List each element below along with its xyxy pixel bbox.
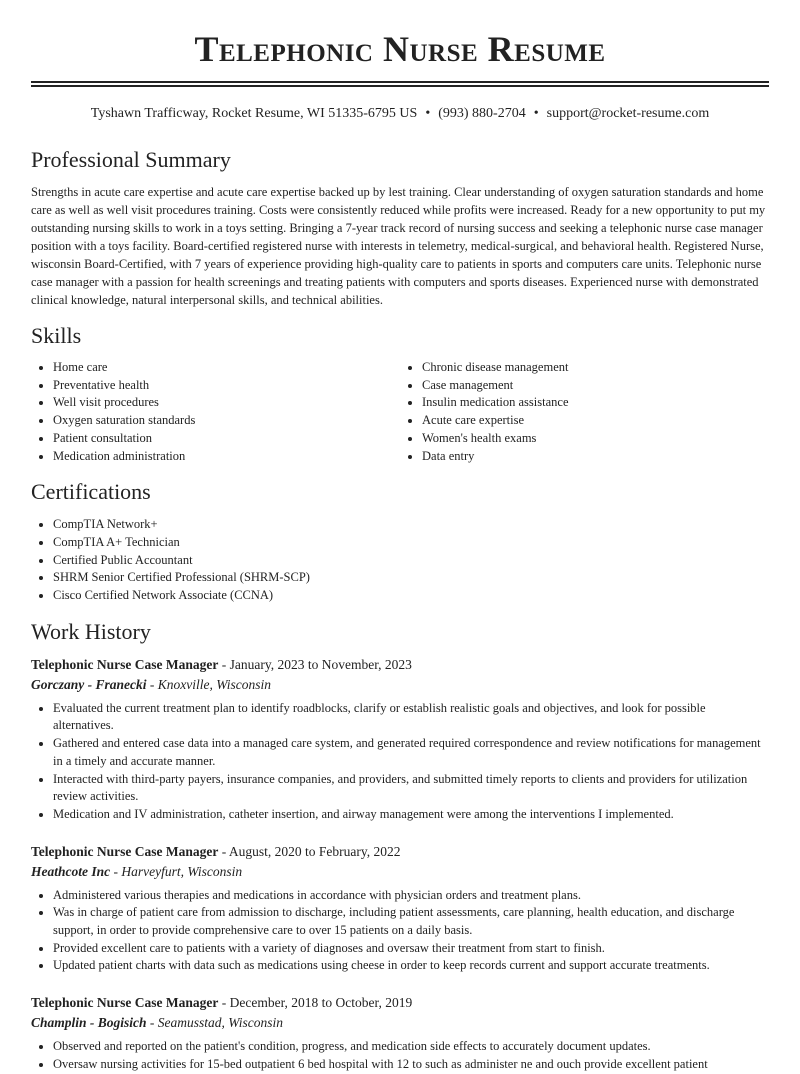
job-title-line — [31, 655, 769, 675]
skills-list-right — [400, 359, 769, 465]
skill-item: • Patient consultation — [53, 430, 400, 448]
job-title: Telephonic Nurse Case Manager — [31, 995, 219, 1011]
skill-item: • Home care — [53, 359, 400, 377]
skill-item: • Case management — [422, 377, 769, 395]
job-company: Heathcote Inc — [31, 863, 111, 879]
contact-separator: • — [425, 106, 431, 121]
job-dates: - August, 2020 to February, 2022 — [218, 843, 401, 859]
title-divider — [31, 81, 769, 87]
job-bullet: • Oversaw nursing activities for 15-bed outpatient 6 bed hospital with 12 to such as administer ne and ouch provide excellent patient — [53, 1056, 769, 1074]
job-bullet: • Updated patient charts with data such as medications using cheese in order to keep records current and support accurate treatments. — [53, 957, 769, 975]
skill-item: • Preventative health — [53, 377, 400, 395]
job-title: Telephonic Nurse Case Manager — [31, 656, 219, 672]
skill-item: • Women's health exams — [422, 430, 769, 448]
certification-item: • Certified Public Accountant — [53, 552, 769, 570]
resume-title: Telephonic Nurse Resume — [194, 29, 606, 69]
skills-heading: Skills — [31, 323, 82, 348]
certification-item: • CompTIA A+ Technician — [53, 534, 769, 552]
contact-line — [31, 105, 769, 123]
job-company-line — [31, 675, 769, 695]
job-title: Telephonic Nurse Case Manager — [31, 843, 219, 859]
job-bullet: • Observed and reported on the patient's condition, progress, and medication side effects to accurately document updates. — [53, 1038, 769, 1056]
skill-item: • Chronic disease management — [422, 359, 769, 377]
certifications-heading: Certifications — [31, 479, 151, 505]
skill-item: • Oxygen saturation standards — [53, 412, 400, 430]
job-bullet: • Evaluated the current treatment plan to identify roadblocks, clarify or establish realistic goals and objectives, and look for possible alternatives. — [53, 700, 769, 735]
certification-item: • SHRM Senior Certified Professional (SHRM-SCP) — [53, 569, 769, 587]
job-bullets — [31, 887, 769, 976]
job-company-line — [31, 862, 769, 882]
job-entry — [31, 993, 769, 1073]
work-history-heading: Work History — [31, 618, 151, 644]
contact-email: support@rocket-resume.com — [546, 106, 710, 121]
job-title-line — [31, 993, 769, 1013]
job-location: - Knoxville, Wisconsin — [146, 676, 271, 692]
skills-columns — [31, 359, 769, 465]
certifications-list — [31, 516, 769, 605]
job-location: - Harveyfurt, Wisconsin — [110, 863, 243, 879]
contact-address: Tyshawn Trafficway, Rocket Resume, WI 51335-6795 US — [90, 106, 418, 121]
skill-item: • Acute care expertise — [422, 412, 769, 430]
job-bullet: • Medication and IV administration, catheter insertion, and airway management were among the interventions I implemented. — [53, 806, 769, 824]
certification-item: • CompTIA Network+ — [53, 516, 769, 534]
summary-text: Strengths in acute care expertise and acute care expertise backed up by lest training. Clear understanding of oxygen saturation standards and home care as well as well visit procedures training. Costs were consistently reduced while profits were increased. Ready for a new opportunity to put my outstanding nursing skills to work in a toys setting. Bringing a 7-year track record of nursing success and seeking a telephonic nurse case manager position with a toys facility. Board-certified registered nurse with interests in telemetry, medical-surgical, and behavioral health. Registered Nurse, wisconsin Board-Certified, with 7 years of experience providing high-quality care to patients in sports and computers care units. Telephonic nurse case manager with a passion for health screenings and treating patients with computers and sports diseases. Experienced nurse with demonstrated clinical knowledge, natural interpersonal skills, and technical abilities. — [31, 185, 766, 307]
job-bullet: • Administered various therapies and medications in accordance with physician orders and treatment plans. — [53, 887, 769, 905]
job-entry — [31, 655, 769, 824]
job-bullet: • Was in charge of patient care from admission to discharge, including patient assessments, care planning, health education, and discharge support, in order to provide comprehensive care to over 15 patients on a daily basis. — [53, 904, 769, 939]
skill-item: • Data entry — [422, 448, 769, 466]
job-bullet: • Interacted with third-party payers, insurance companies, and providers, and submitted timely reports to clients and providers for utilization review activities. — [53, 771, 769, 806]
job-location: - Seamusstad, Wisconsin — [146, 1015, 284, 1031]
job-company: Gorczany - Franecki — [31, 676, 147, 692]
contact-phone: (993) 880-2704 — [438, 106, 526, 121]
job-bullet: • Gathered and entered case data into a managed care system, and generated required correspondence and review notifications for management in a timely and accurate manner. — [53, 735, 769, 770]
job-title-line — [31, 842, 769, 862]
skills-list-left — [31, 359, 400, 465]
job-dates: - January, 2023 to November, 2023 — [218, 656, 412, 672]
job-entry — [31, 842, 769, 976]
job-bullets — [31, 700, 769, 824]
job-dates: - December, 2018 to October, 2019 — [218, 995, 413, 1011]
summary-heading: Professional Summary — [31, 147, 231, 172]
skill-item: • Insulin medication assistance — [422, 394, 769, 412]
job-bullet: • Provided excellent care to patients with a variety of diagnoses and oversaw their treatment from start to finish. — [53, 940, 769, 958]
skill-item: • Well visit procedures — [53, 394, 400, 412]
job-company-line — [31, 1013, 769, 1033]
job-company: Champlin - Bogisich — [31, 1015, 147, 1031]
skill-item: • Medication administration — [53, 448, 400, 466]
job-bullets — [31, 1038, 769, 1073]
certification-item: • Cisco Certified Network Associate (CCNA) — [53, 587, 769, 605]
contact-separator: • — [533, 106, 539, 121]
resume-page — [31, 0, 769, 1074]
